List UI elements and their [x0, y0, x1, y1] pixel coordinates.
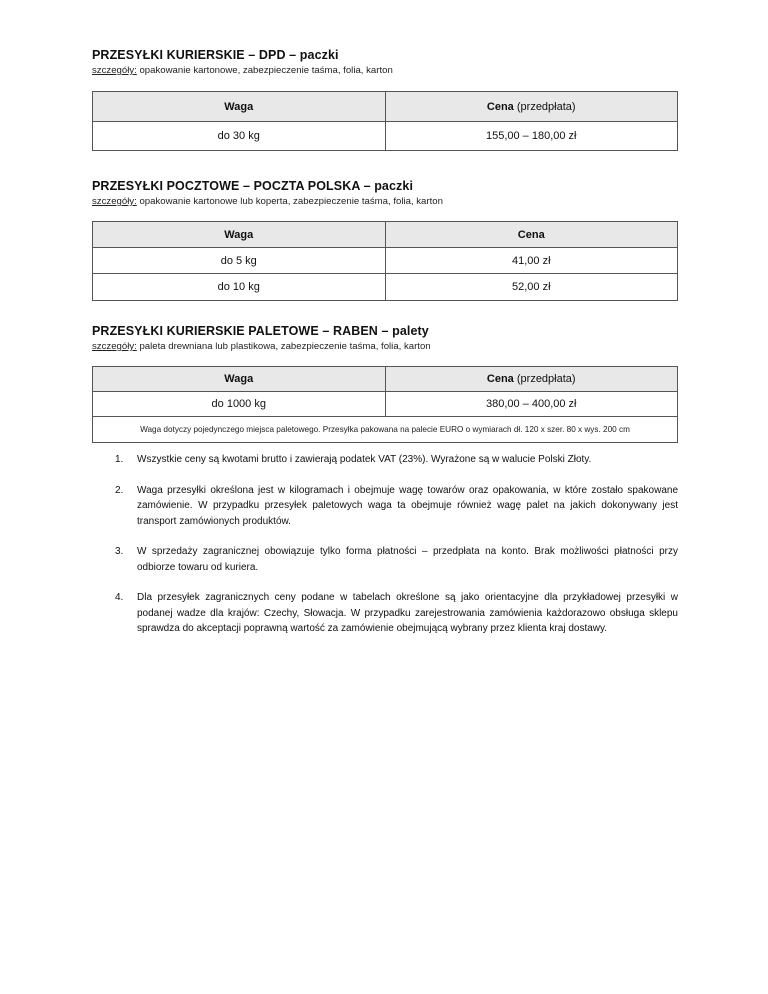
note-text: Waga przesyłki określona jest w kilogramach i obejmuje wagę towarów oraz opakowania, w które zostało spakowane zamówienie. W przypadku przesyłek paletowych waga ta obejmuje również wagę palet na jakich dokonywany jest transport zamówionych produktów. [137, 484, 678, 527]
table-header-row [93, 92, 678, 122]
table-row [93, 122, 678, 151]
header-weight: Waga [93, 222, 386, 248]
price-table-dpd [92, 91, 678, 151]
note-number: 2. [115, 484, 124, 496]
cell-price: 155,00 – 180,00 zł [385, 122, 678, 151]
price-table-poczta [92, 221, 678, 301]
section-details [92, 196, 678, 208]
note-text: Wszystkie ceny są kwotami brutto i zawierają podatek VAT (23%). Wyrażone są w walucie Polski Złoty. [137, 454, 592, 465]
details-label: szczegóły: [92, 196, 137, 207]
list-item [92, 452, 678, 468]
header-weight: Waga [93, 367, 386, 392]
header-price [385, 367, 678, 392]
header-price-bold: Cena [486, 100, 514, 113]
section-raben [92, 323, 678, 443]
details-text: opakowanie kartonowe, zabezpieczenie taśma, folia, karton [136, 65, 393, 76]
header-weight: Waga [93, 92, 386, 122]
note-number: 3. [115, 546, 124, 557]
table-row [93, 248, 678, 274]
cell-price: 380,00 – 400,00 zł [385, 392, 678, 417]
header-price [385, 222, 678, 248]
section-details [92, 65, 678, 77]
section-title: PRZESYŁKI KURIERSKIE PALETOWE – RABEN – palety [92, 324, 429, 338]
table-footnote: Waga dotyczy pojedynczego miejsca paletowego. Przesyłka pakowana na palecie EURO o wymiarach dł. 120 x szer. 80 x wys. 200 cm [93, 417, 678, 443]
details-label: szczegóły: [92, 65, 137, 76]
cell-weight: do 1000 kg [93, 392, 386, 417]
notes-list [92, 452, 678, 652]
section-details [92, 341, 678, 353]
header-price-bold: Cena [486, 373, 514, 385]
header-price [385, 92, 678, 122]
cell-weight: do 10 kg [93, 274, 386, 301]
list-item [92, 544, 678, 575]
cell-weight: do 30 kg [93, 122, 386, 151]
header-price-suffix: (przedpłata) [513, 100, 576, 113]
section-title: PRZESYŁKI POCZTOWE – POCZTA POLSKA – paczki [92, 179, 414, 193]
cell-price: 41,00 zł [385, 248, 678, 274]
note-text: Dla przesyłek zagranicznych ceny podane w tabelach określone są jako orientacyjne dla przykładowej przesyłki w podanej wadze dla krajów: Czechy, Słowacja. W przypadku zarejestrowania zamówienia każdorazowo obsługa sklepu sprawdza do akceptacji poprawną wartość za zamówienie obejmującą wybrany przez klienta kraj dostawy. [137, 592, 678, 634]
details-text: opakowanie kartonowe lub koperta, zabezpieczenie taśma, folia, karton [136, 196, 443, 207]
section-poczta [92, 178, 678, 301]
list-item [92, 590, 678, 637]
note-number: 1. [115, 454, 124, 465]
cell-weight: do 5 kg [93, 248, 386, 274]
note-number: 4. [115, 592, 124, 603]
details-label: szczegóły: [92, 341, 137, 352]
cell-price: 52,00 zł [385, 274, 678, 301]
section-title: PRZESYŁKI KURIERSKIE – DPD – paczki [92, 48, 339, 62]
note-text: W sprzedaży zagranicznej obowiązuje tylko forma płatności – przedpłata na konto. Brak możliwości płatności przy odbiorze towaru od kuriera. [137, 546, 678, 573]
table-footnote-row [93, 417, 678, 443]
section-dpd [92, 47, 678, 151]
table-row [93, 392, 678, 417]
list-item [92, 483, 678, 530]
table-header-row [93, 367, 678, 392]
details-text: paleta drewniana lub plastikowa, zabezpieczenie taśma, folia, karton [136, 341, 431, 352]
price-table-raben [92, 366, 678, 443]
header-price-bold: Cena [517, 228, 545, 241]
table-row [93, 274, 678, 301]
table-header-row [93, 222, 678, 248]
header-price-suffix: (przedpłata) [513, 373, 576, 385]
